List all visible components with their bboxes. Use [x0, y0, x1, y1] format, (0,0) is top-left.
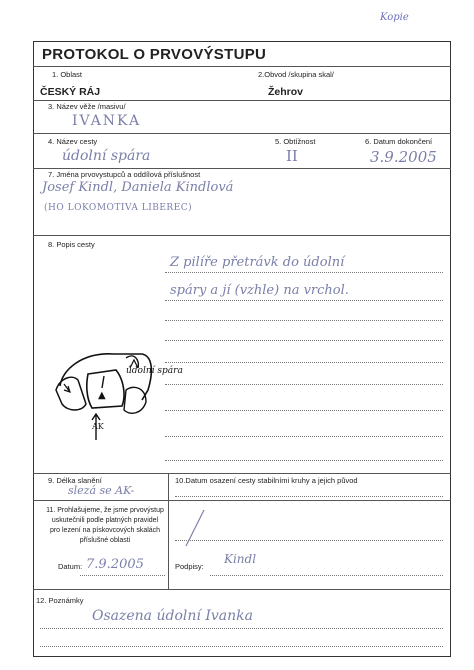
tower-top-arrow — [102, 376, 104, 388]
left-arrow — [64, 384, 70, 392]
kopie-stamp: Kopie — [380, 12, 409, 23]
column-divider — [168, 473, 169, 589]
value-poznamky: Osazena údolní Ivanka — [92, 608, 253, 624]
divider — [33, 500, 451, 501]
label-obvod: 2.Obvod /skupina skal/ — [258, 70, 334, 79]
label-prohlaseni — [46, 506, 164, 546]
value-oblast: ČESKÝ RÁJ — [40, 86, 101, 98]
prohlaseni-text: 11. Prohlašujeme, že jsme prvovýstup uskutečnili podle platných pravidel pro lezení na pískovcových skalách příslušné oblasti — [46, 507, 164, 544]
pillar-left — [56, 377, 86, 410]
dotted-line — [175, 496, 443, 497]
label-oblast: 1. Oblast — [52, 70, 83, 79]
label-datum: Datum: — [58, 562, 83, 571]
tower-marker: ▲ — [98, 390, 106, 401]
tower-ivanka — [87, 370, 124, 408]
divider — [33, 235, 451, 236]
value-datum: 7.9.2005 — [86, 557, 144, 572]
dotted-line — [210, 575, 443, 576]
divider — [33, 133, 451, 134]
label-obtiznost: 5. Obtížnost — [275, 137, 316, 146]
dotted-line — [165, 320, 443, 321]
label-podpisy: Podpisy: — [175, 562, 204, 571]
value-datum-dokonceni: 3.9.2005 — [370, 148, 437, 166]
signature-slash — [180, 508, 210, 548]
value-popis-line1: Z pilíře přetrávk do údolní — [170, 255, 345, 270]
dotted-line — [40, 628, 443, 629]
label-popis: 8. Popis cesty — [48, 240, 95, 249]
value-jmena-line2: (HO LOKOMOTIVA LIBEREC) — [44, 203, 193, 213]
dotted-line — [165, 300, 443, 301]
value-nazev-veze: IVANKA — [72, 113, 142, 129]
label-datum-dokonceni: 6. Datum dokončení — [365, 137, 433, 146]
dotted-line — [165, 272, 443, 273]
label-poznamky: 12. Poznámky — [36, 596, 84, 605]
form-title: PROTOKOL O PRVOVÝSTUPU — [42, 46, 267, 63]
divider — [33, 589, 451, 590]
value-delka: slezá se AK- — [68, 484, 135, 497]
dotted-line — [80, 575, 165, 576]
divider — [33, 168, 451, 169]
dotted-line — [40, 646, 443, 647]
dotted-line — [165, 460, 443, 461]
value-obtiznost: II — [286, 147, 298, 165]
label-nazev-veze: 3. Název věže /masivu/ — [48, 102, 126, 111]
sketch-route-label: údolní spára — [126, 366, 183, 376]
value-popis-line2: spáry a jí (vzhle) na vrchol. — [170, 283, 349, 298]
label-nazev-cesty: 4. Název cesty — [48, 137, 98, 146]
label-jmena: 7. Jména prvovystupců a oddílová příslušnost — [48, 170, 201, 179]
dotted-line — [175, 540, 443, 541]
value-jmena-line1: Josef Kindl, Daniela Kindlová — [42, 180, 234, 195]
label-delka: 9. Délka slanění — [48, 476, 102, 485]
label-osazeni: 10.Datum osazení cesty stabilními kruhy a jejich původ — [175, 476, 358, 485]
divider — [33, 473, 451, 474]
divider — [33, 100, 451, 101]
value-nazev-cesty: údolní spára — [62, 148, 151, 164]
divider — [33, 66, 451, 67]
value-obvod: Žehrov — [268, 86, 304, 98]
sketch-anchor-label: AK — [92, 422, 104, 431]
route-sketch — [42, 330, 212, 450]
value-podpisy: Kindl — [224, 552, 257, 566]
